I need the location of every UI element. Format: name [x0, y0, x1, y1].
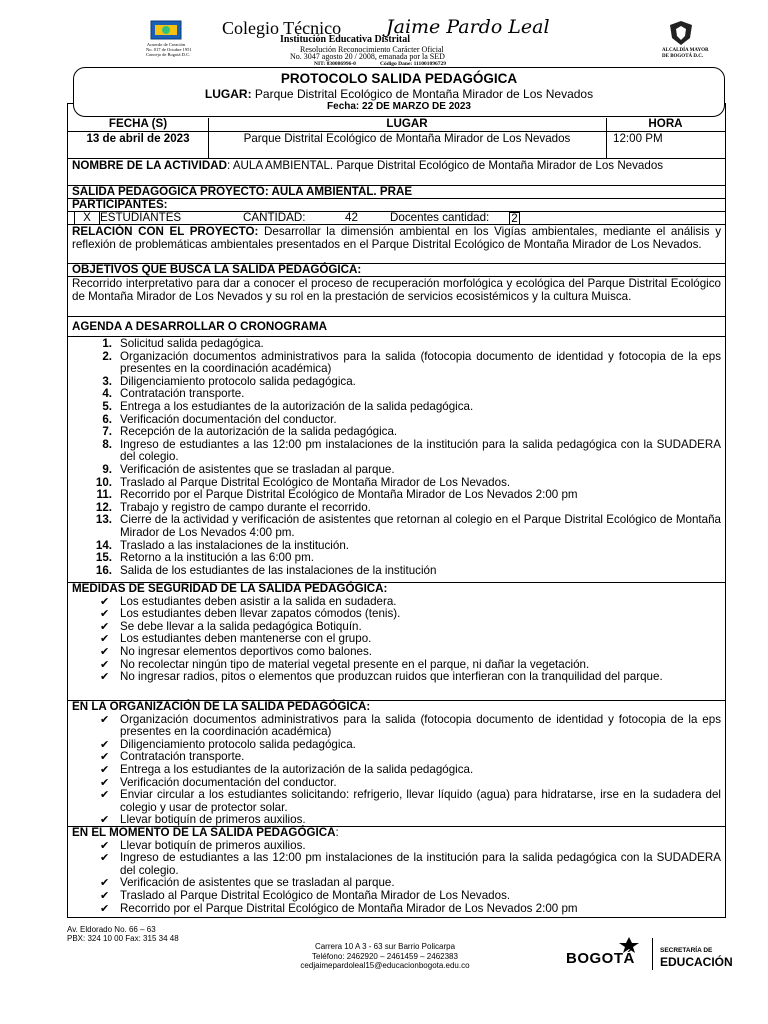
checkmark-icon: ✔	[100, 713, 110, 726]
date-cell: 13 de abril de 2023	[86, 132, 190, 145]
footer-phone: Teléfono: 2462920 – 2461459 – 2462383	[312, 951, 458, 961]
protocol-place	[74, 87, 724, 101]
checkmark-icon: ✔	[100, 776, 110, 789]
agenda-item-number: 6.	[102, 412, 112, 426]
agenda-item-text: Cierre de la actividad y verificación de asistentes que retornan al colegio en el Parque Distrital Ecológico de Montaña Mirador de Los Nevados 4:00 pm.	[120, 513, 721, 539]
moment-item-text: Verificación de asistentes que se trasladan al parque.	[120, 876, 395, 890]
bogota-logo: BOGOTÁ	[566, 950, 635, 967]
safety-list	[68, 596, 725, 684]
organization-item	[68, 789, 725, 814]
agenda-item-text: Retorno a la institución a las 6:00 pm.	[120, 551, 314, 565]
nit-text: NIT: 830086996-0	[314, 61, 356, 67]
agenda-item-text: Contratación transporte.	[120, 387, 245, 401]
safety-label: MEDIDAS DE SEGURIDAD DE LA SALIDA PEDAGÓGICA:	[72, 582, 388, 595]
agenda-item-number: 4.	[102, 387, 112, 401]
crest-caption	[146, 42, 192, 57]
agenda-item-text: Recepción de la autorización de la salida pedagógica.	[120, 425, 398, 439]
agenda-item-text: Solicitud salida pedagógica.	[120, 337, 264, 350]
objectives-header-row	[68, 264, 725, 277]
agenda-item-text: Ingreso de estudiantes a las 12:00 pm instalaciones de la institución para la salida pedagógica con la SUDADERA del colegio.	[120, 437, 721, 464]
teachers-value[interactable]: 2	[509, 212, 520, 225]
activity-text	[68, 159, 725, 173]
quantity-label: CANTIDAD:	[243, 211, 306, 224]
relation-row	[68, 225, 725, 264]
checkmark-icon: ✔	[100, 608, 110, 621]
activity-row	[68, 159, 725, 186]
agenda-item-number: 1.	[102, 337, 112, 350]
agenda-item-number: 14.	[95, 538, 112, 552]
checkmark-icon: ✔	[100, 751, 110, 764]
agenda-item-text: Entrega a los estudiantes de la autorización de la salida pedagógica.	[120, 399, 474, 413]
agenda-item-number: 2.	[102, 349, 112, 363]
agenda-item-number: 13.	[95, 513, 112, 527]
organization-item-text: Organización documentos administrativos para la salida (fotocopia documento de identidad y fotocopia de la eps presentes en la coordinación académica)	[120, 712, 721, 739]
organization-list	[68, 714, 725, 827]
agenda-item-number: 7.	[102, 425, 112, 439]
agenda-row	[68, 337, 725, 583]
safety-item-text: Los estudiantes deben llevar zapatos cómodos (tenis).	[120, 607, 401, 621]
checkmark-icon: ✔	[100, 889, 110, 902]
safety-item-text: Los estudiantes deben mantenerse con el grupo.	[120, 632, 372, 646]
objectives-row	[68, 277, 725, 317]
participants-detail-row	[68, 212, 725, 225]
checkmark-icon: ✔	[100, 852, 110, 865]
organization-item	[68, 714, 725, 739]
organization-row	[68, 701, 725, 827]
checkmark-icon: ✔	[100, 645, 110, 658]
agenda-item-text: Verificación de asistentes que se trasladan al parque.	[120, 462, 395, 476]
secretaria-label: SECRETARÍA DE	[660, 947, 713, 954]
footer-email: cedjaimepardoleal15@educacionbogota.edu.co	[300, 961, 470, 970]
checkmark-icon: ✔	[100, 789, 110, 802]
organization-item-text: Diligenciamiento protocolo salida pedagógica.	[120, 737, 356, 751]
agenda-item-text: Traslado a las instalaciones de la institución.	[120, 538, 349, 552]
column-divider	[606, 118, 607, 159]
place-value: Parque Distrital Ecológico de Montaña Mirador de Los Nevados	[251, 87, 594, 101]
alcaldia-caption	[662, 48, 709, 60]
agenda-item	[68, 565, 725, 578]
checkmark-icon: ✔	[100, 902, 110, 915]
time-cell: 12:00 PM	[613, 132, 663, 145]
safety-item-text: No ingresar radios, pitos o elementos que produzcan ruidos que interfieran con la tranquilidad del parque.	[120, 670, 663, 684]
safety-item-text: Se debe llevar a la salida pedagógica Botiquín.	[120, 619, 362, 633]
table-data-row	[68, 132, 725, 159]
dane-code: Código Dane: 111001096729	[380, 61, 447, 67]
project-text: SALIDA PEDAGOGICA PROYECTO: AULA AMBIENTAL. PRAE	[72, 185, 413, 198]
column-divider	[208, 118, 209, 159]
moment-item-text: Traslado al Parque Distrital Ecológico de Montaña Mirador de Los Nevados.	[120, 888, 511, 902]
safety-item	[68, 671, 725, 684]
organization-label: EN LA ORGANIZACIÓN DE LA SALIDA PEDAGÓGICA:	[72, 700, 371, 713]
quantity-value: 42	[345, 211, 358, 224]
moment-item	[68, 852, 725, 877]
agenda-item-number: 9.	[102, 462, 112, 476]
moment-item-text: Llevar botiquín de primeros auxilios.	[120, 838, 306, 852]
footer-address-line: Av. Eldorado No. 66 – 63	[67, 925, 156, 934]
school-name: Colegio Técnico	[222, 18, 342, 38]
bogota-shield-icon	[668, 20, 694, 46]
moment-item-text: Recorrido por el Parque Distrital Ecológico de Montaña Mirador de Los Nevados 2:00 pm	[120, 901, 578, 915]
agenda-item-text: Traslado al Parque Distrital Ecológico de Montaña Mirador de Los Nevados.	[120, 475, 511, 489]
agenda-header-row	[68, 317, 725, 337]
page-header	[0, 0, 768, 70]
teachers-label: Docentes cantidad:	[390, 211, 490, 224]
educacion-label: EDUCACIÓN	[660, 955, 733, 969]
moment-item-text: Ingreso de estudiantes a las 12:00 pm instalaciones de la institución para la salida pedagógica con la SUDADERA del colegio.	[120, 851, 721, 877]
school-name-script: Jaime Pardo Leal	[386, 16, 550, 38]
school-crest-icon	[150, 20, 182, 40]
agenda-item	[68, 514, 725, 539]
agenda-item	[68, 439, 725, 464]
relation-value: Desarrollar la dimensión ambiental en los Vigías ambientales, mediante el análisis y reflexión de problemáticas ambientales presentados en el Parque Distrital Ecológico de Montaña Mirador de Los Nevados.	[72, 225, 721, 251]
place-label: LUGAR:	[204, 87, 252, 101]
checkmark-icon: ✔	[100, 595, 110, 608]
activity-label: NOMBRE DE LA ACTIVIDAD	[72, 159, 228, 172]
column-header-hora: HORA	[648, 117, 683, 130]
column-header-fecha: FECHA (S)	[108, 117, 168, 130]
agenda-item-text: Diligenciamiento protocolo salida pedagógica.	[120, 374, 356, 388]
agenda-item-number: 3.	[102, 374, 112, 388]
agenda-item	[68, 351, 725, 376]
agenda-item-number: 10.	[95, 475, 112, 489]
moment-row	[68, 827, 725, 917]
objectives-text: Recorrido interpretativo para dar a conocer el proceso de recuperación morfológica y ecológica del Parque Distrital Ecológico de Montaña Mirador de Los Nevados y su rol en la prestación de servicios ecosistémicos y la cultura Muisca.	[72, 277, 721, 303]
agenda-item-number: 15.	[95, 551, 112, 565]
students-label: ESTUDIANTES	[100, 211, 182, 224]
moment-list	[68, 840, 725, 916]
checkmark-icon: ✔	[100, 620, 110, 633]
footer-contact	[250, 942, 520, 971]
protocol-table	[67, 103, 726, 918]
checkmark-icon: ✔	[100, 763, 110, 776]
organization-item-text: Contratación transporte.	[120, 750, 245, 764]
agenda-item-number: 8.	[102, 437, 112, 451]
agenda-item-number: 5.	[102, 399, 112, 413]
agenda-item-number: 16.	[95, 563, 112, 577]
checkmark-icon: ✔	[100, 658, 110, 671]
checkmark-icon: ✔	[100, 671, 110, 684]
protocol-title: PROTOCOLO SALIDA PEDAGÓGICA	[280, 71, 518, 86]
agenda-item-text: Organización documentos administrativos para la salida (fotocopia documento de identidad y fotocopia de la eps presentes en la coordinación académica)	[120, 349, 721, 376]
resolution-number: No. 3047 agosto 20 / 2008, emanada por la SED	[290, 52, 445, 61]
checkmark-icon: ✔	[100, 738, 110, 751]
agenda-item-text: Salida de los estudiantes de las instalaciones de la institución	[120, 563, 437, 577]
checkmark-icon: ✔	[100, 877, 110, 890]
relation-text	[68, 225, 725, 251]
agenda-label: AGENDA A DESARROLLAR O CRONOGRAMA	[72, 320, 328, 333]
agenda-item-text: Recorrido por el Parque Distrital Ecológico de Montaña Mirador de Los Nevados 2:00 pm	[120, 488, 578, 502]
organization-item-text: Entrega a los estudiantes de la autorización de la salida pedagógica.	[120, 762, 474, 776]
activity-value: : AULA AMBIENTAL. Parque Distrital Ecológico de Montaña Mirador de Los Nevados	[227, 159, 664, 172]
organization-item-text: Enviar circular a los estudiantes solicitando: refrigerio, llevar líquido (agua) para hidratarse, irse en la sudadera del colegio y usar de protector solar.	[120, 788, 721, 814]
safety-item-text: No recolectar ningún tipo de material vegetal presente en el parque, ni dañar la vegetación.	[120, 657, 590, 671]
footer-address	[67, 925, 179, 943]
objectives-label: OBJETIVOS QUE BUSCA LA SALIDA PEDAGÓGICA:	[72, 263, 362, 276]
footer-carrera: Carrera 10 A 3 - 63 sur Barrio Policarpa	[314, 942, 456, 951]
column-header-lugar: LUGAR	[386, 117, 428, 130]
protocol-title-box	[73, 67, 725, 117]
footer-logo-divider	[652, 938, 653, 970]
safety-row	[68, 583, 725, 701]
agenda-item-text: Trabajo y registro de campo durante el recorrido.	[120, 500, 371, 514]
organization-item-text: Llevar botiquín de primeros auxilios.	[120, 813, 306, 827]
moment-colon: :	[335, 826, 339, 839]
agenda-item-number: 12.	[95, 500, 112, 514]
safety-item-text: No ingresar elementos deportivos como balones.	[120, 644, 372, 658]
relation-label: RELACIÓN CON EL PROYECTO:	[72, 225, 259, 238]
moment-label: EN EL MOMENTO DE LA SALIDA PEDAGÓGICA	[72, 826, 336, 839]
student-checkbox[interactable]: X	[74, 212, 100, 224]
agenda-item-text: Verificación documentación del conductor.	[120, 412, 337, 426]
crest-caption-line: Acuerdo de Creación	[146, 42, 186, 47]
resolution-line: Resolución Reconocimiento Carácter Oficial	[300, 45, 444, 54]
alcaldia-line: DE BOGOTÁ D.C.	[662, 54, 704, 59]
organization-item-text: Verificación documentación del conductor.	[120, 775, 337, 789]
bogota-star-icon	[616, 936, 642, 954]
checkmark-icon: ✔	[100, 839, 110, 852]
moment-item	[68, 903, 725, 916]
protocol-date: Fecha: 22 DE MARZO DE 2023	[327, 101, 471, 112]
agenda-item-number: 11.	[96, 488, 112, 502]
crest-caption-line: No. 017 de Octubre 1951	[146, 47, 192, 52]
safety-item-text: Los estudiantes deben asistir a la salida en sudadera.	[120, 594, 397, 608]
agenda-list	[68, 338, 725, 577]
crest-caption-line: Concejo de Bogotá D.C.	[146, 52, 191, 57]
school-subtitle: Institución Educativa Distrital	[280, 34, 411, 45]
table-header-row	[68, 118, 725, 132]
checkmark-icon: ✔	[100, 633, 110, 646]
checkmark-icon: ✔	[100, 814, 110, 827]
footer-pbx: PBX: 324 10 00 Fax: 315 34 48	[67, 934, 179, 943]
participants-label: PARTICIPANTES:	[72, 198, 168, 211]
alcaldia-line: ALCALDÍA MAYOR	[662, 48, 709, 53]
place-cell: Parque Distrital Ecológico de Montaña Mirador de Los Nevados	[243, 132, 571, 145]
